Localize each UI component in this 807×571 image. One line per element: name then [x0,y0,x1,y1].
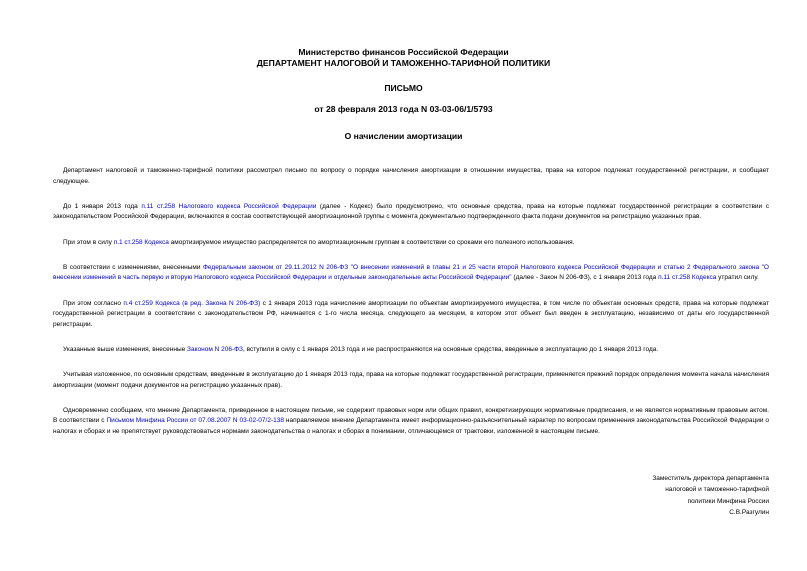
link-p4-st259[interactable]: п.4 ст.259 Кодекса (в ред. Закона N 206-ФЗ) [123,299,261,307]
paragraph-2-text-b: (далее - Кодекс) было предусмотрено, что основные средства, права на которые подлежат государственной регистрации в соответствии с законодательством Российской Федерации, включаются в состав соответствующей амортизационной группы с момента документально подтвержденного факта подачи документов на регистрацию указанных прав. [53,202,770,221]
signature-block [529,473,769,519]
paragraph-5-text-b: с 1 января 2013 года начисление амортизации по объектам амортизируемого имущества, в том числе по объектам основных средств, права на которые подлежат государственной регистрации в соответствии с законодательством РФ, начинается с 1-го числа месяца, следующего за месяцем, в котором этот объект был введен в эксплуатацию, независимо от даты его государственной регистрации. [53,299,770,328]
paragraph-1 [53,166,769,187]
letter-body [53,166,769,452]
paragraph-8 [53,406,769,438]
department-heading: ДЕПАРТАМЕНТ НАЛОГОВОЙ И ТАМОЖЕННО-ТАРИФНОЙ ПОЛИТИКИ [256,58,551,68]
paragraph-4-text-c: утратил силу. [716,274,759,282]
document-subject: О начислении амортизации [344,131,463,141]
paragraph-4-text-a: В соответствии с изменениями, внесенными [63,263,203,271]
signature-position-line-3: политики Минфина России [687,497,769,505]
paragraph-3 [53,238,769,249]
paragraph-8-text-a: Одновременно сообщаем, что мнение Департамента, приведенное в настоящем письме, не содержит правовых норм или общих правил, конкретизирующих нормативные предписания, и не является нормативным правовым актом. В соответствии с [53,406,769,425]
paragraph-2 [53,202,769,223]
paragraph-4 [53,263,769,284]
paragraph-4-text-b: (далее - Закон N 206-ФЗ), с 1 января 2013 года [511,274,659,282]
link-p11-st258-kodeks[interactable]: п.11 ст.258 Кодекса [658,274,717,282]
document-date-number: от 28 февраля 2013 года N 03-03-06/1/5793 [314,104,493,114]
signature-position-line-2: налоговой и таможенно-тарифной [665,486,769,494]
link-minfin-letter-2007[interactable]: Письмом Минфина России от 07.08.2007 N 03-02-07/2-138 [106,417,284,425]
paragraph-3-text-a: При этом в силу [63,238,114,246]
link-law-206fz[interactable]: Законом N 206-ФЗ [187,345,243,353]
paragraph-6-text-a: Указанные выше изменения, внесенные [63,345,188,353]
paragraph-8-text-b: направляемое мнение Департамента имеет информационно-разъяснительный характер по вопросам применения законодательства Российской Федерации о налогах и сборах и не препятствует руководствоваться нормами законодательства о налогах и сборах в понимании, отличающемся от трактовки, изложенной в настоящем письме. [53,417,770,436]
paragraph-7-text: Учитывая изложенное, по основным средствам, введенным в эксплуатацию до 1 января 2013 года, права на которые подлежат государственной регистрации, применяется прежний порядок определения момента начала начисления амортизации (момент подачи документов на регистрацию указанных прав). [53,371,769,389]
paragraph-6-text-b: , вступили в силу с 1 января 2013 года и не распространяются на основные средства, введенные в эксплуатацию до 1 января 2013 года. [242,345,659,353]
signature-position-line-1: Заместитель директора департамента [652,475,769,482]
paragraph-5 [53,299,769,331]
link-tax-code-p11-st258[interactable]: п.11 ст.258 Налогового кодекса Российской Федерации [141,202,317,210]
signatory-name: С.В.Разгулин [729,509,769,517]
paragraph-7 [53,370,769,391]
link-p1-st258[interactable]: п.1 ст.258 Кодекса [113,238,169,246]
paragraph-1-text: Департамент налоговой и таможенно-тарифной политики рассмотрел письмо по вопросу о порядке начисления амортизации в отношении имущества, права на которое подлежат государственной регистрации, и сообщает следующее. [53,167,769,185]
paragraph-6 [53,345,769,356]
ministry-heading: Министерство финансов Российской Федерации [298,47,509,57]
document-type-heading: ПИСЬМО [384,83,423,93]
paragraph-2-text-a: До 1 января 2013 года [63,202,142,210]
paragraph-5-text-a: При этом согласно [63,299,124,307]
link-federal-law-206fz[interactable]: Федеральным законом от 29.11.2012 N 206-ФЗ "О внесении изменений в главы 21 и 25 части второй Налогового кодекса Российской Федерации и статью 2 Федерального закона "О внесении изменений в часть первую и вторую Налогового кодекса Российской Федерации и отдельные законодательные акты Российской Федерации" [53,263,769,282]
paragraph-3-text-b: амортизируемое имущество распределяется по амортизационным группам в соответствии со сроками его полезного использования. [168,238,575,246]
